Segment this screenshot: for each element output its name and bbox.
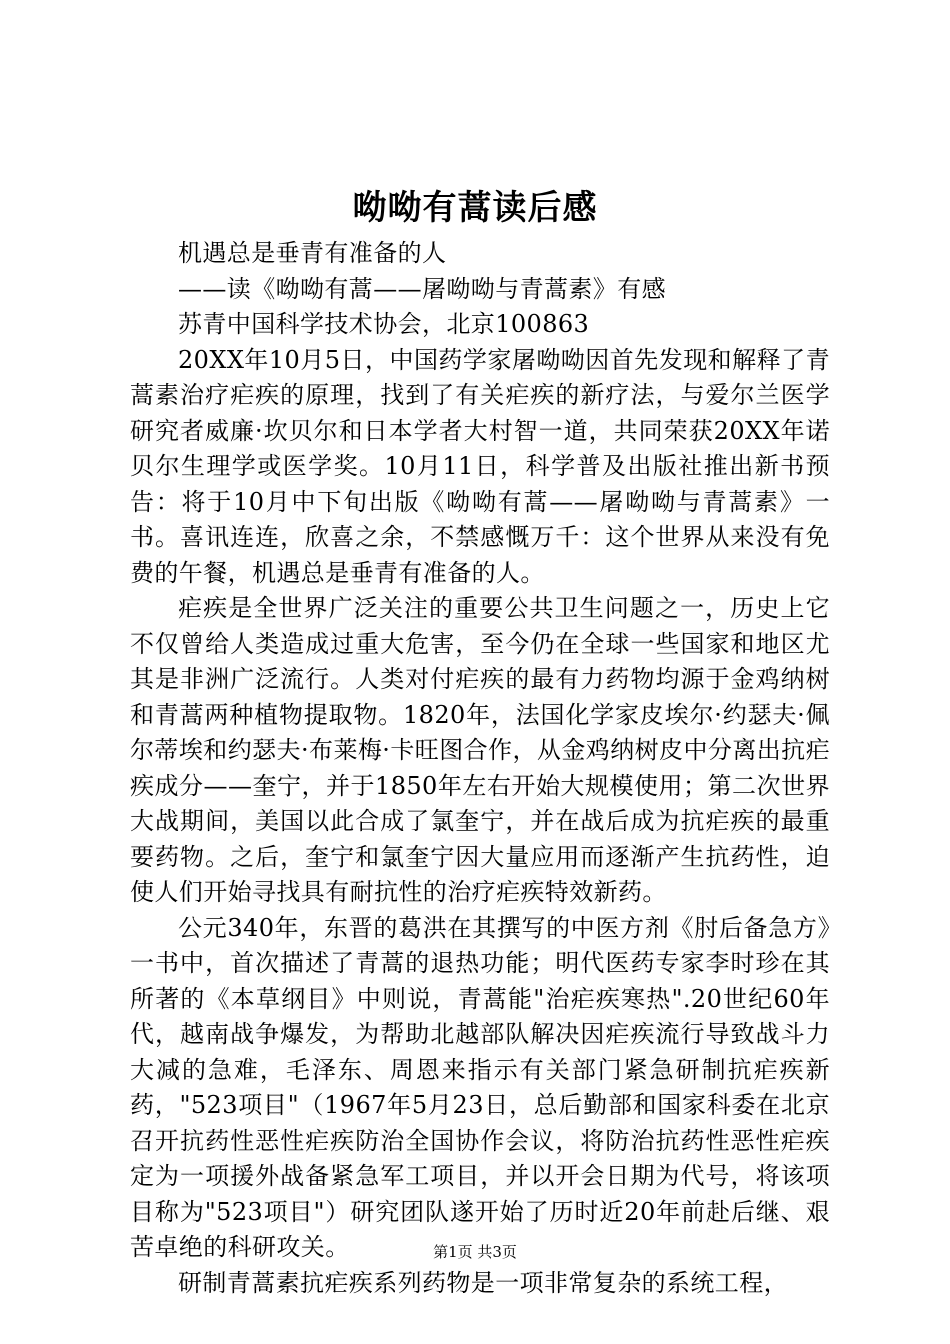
body-paragraph: 20XX年10月5日，中国药学家屠呦呦因首先发现和解释了青蒿素治疗疟疾的原理，找到了有关疟疾的新疗法，与爱尔兰医学研究者威廉·坎贝尔和日本学者大村智一道，共同荣获20XX年诺贝尔生理学或医学奖。10月11日，科学普及出版社推出新书预告：将于10月中下旬出版《呦呦有蒿——屠呦呦与青蒿素》一书。喜讯连连，欣喜之余，不禁感慨万千：这个世界从来没有免费的午餐，机遇总是垂青有准备的人。 <box>130 345 830 587</box>
body-paragraph: 疟疾是全世界广泛关注的重要公共卫生问题之一，历史上它不仅曾给人类造成过重大危害，至今仍在全球一些国家和地区尤其是非洲广泛流行。人类对付疟疾的最有力药物均源于金鸡纳树和青蒿两种植物提取物。1820年，法国化学家皮埃尔·约瑟夫·佩尔蒂埃和约瑟夫·布莱梅·卡旺图合作，从金鸡纳树皮中分离出抗疟疾成分——奎宁，并于1850年左右开始大规模使用；第二次世界大战期间，美国以此合成了氯奎宁，并在战后成为抗疟疾的最重要药物。之后，奎宁和氯奎宁因大量应用而逐渐产生抗药性，迫使人们开始寻找具有耐抗性的治疗疟疾特效新药。 <box>130 594 830 906</box>
document-body <box>130 236 830 1301</box>
document-title: 呦呦有蒿读后感 <box>352 188 598 228</box>
author-line: 苏青中国科学技术协会，北京100863 <box>178 310 590 338</box>
body-paragraph: 研制青蒿素抗疟疾系列药物是一项非常复杂的系统工程， <box>178 1268 788 1297</box>
body-paragraph: 公元340年，东晋的葛洪在其撰写的中医方剂《肘后备急方》一书中，首次描述了青蒿的退热功能；明代医药专家李时珍在其所著的《本草纲目》中则说，青蒿能"治疟疾寒热".20世纪60年代，越南战争爆发，为帮助北越部队解决因疟疾流行导致战斗力大减的急难，毛泽东、周恩来指示有关部门紧急研制抗疟疾新药，"523项目"（1967年5月23日，总后勤部和国家科委在北京召开抗药性恶性疟疾防治全国协作会议，将防治抗药性恶性疟疾定为一项援外战备紧急军工项目，并以开会日期为代号，将该项目称为"523项目"）研究团队遂开始了历时近20年前赴后继、艰苦卓绝的科研攻关。 <box>130 913 830 1261</box>
page-footer: 第1页 共3页 <box>433 1243 517 1261</box>
subtitle-line: 机遇总是垂青有准备的人 <box>178 239 447 267</box>
subtitle-line: ——读《呦呦有蒿——屠呦呦与青蒿素》有感 <box>178 274 666 303</box>
